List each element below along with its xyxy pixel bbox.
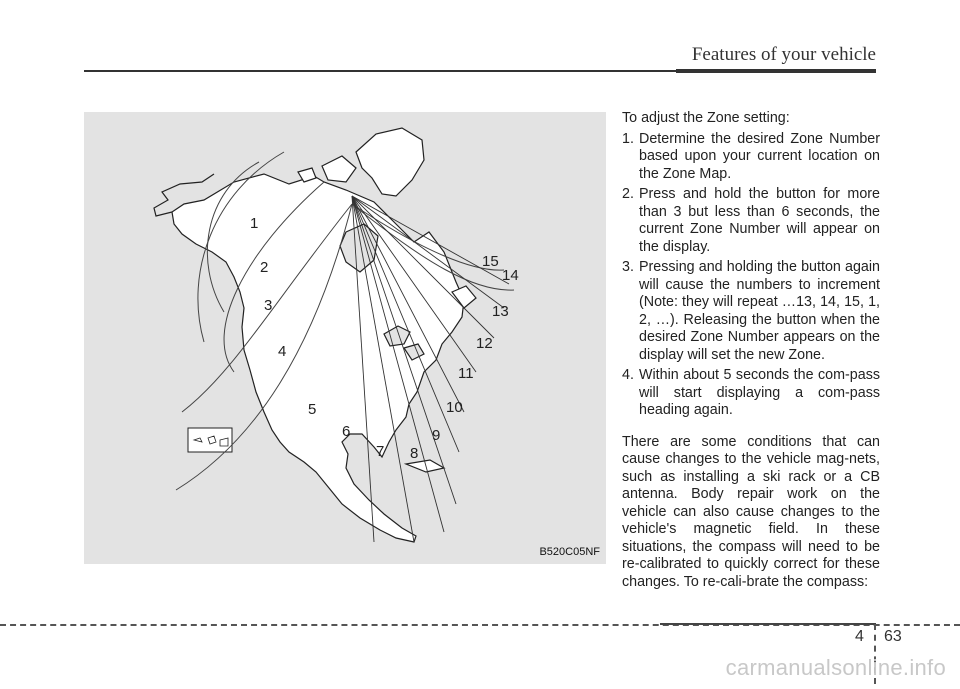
step-number: 4. bbox=[622, 367, 634, 383]
zone-label: 8 bbox=[410, 445, 419, 462]
step-number: 1. bbox=[622, 130, 634, 147]
step-text: Press and hold the button for more than 3 but less than 6 seconds, the current Zone Number will appear on the display. bbox=[639, 186, 880, 255]
page-number: 63 bbox=[884, 628, 902, 645]
zone-label: 15 bbox=[482, 253, 499, 270]
footer-rule-accent bbox=[660, 623, 876, 625]
section-title: Features of your vehicle bbox=[691, 44, 876, 65]
figure-code: B520C05NF bbox=[539, 546, 600, 558]
zone-label: 1 bbox=[250, 215, 259, 232]
zone-map bbox=[84, 112, 606, 564]
zone-label: 10 bbox=[446, 399, 463, 416]
step-number: 3. bbox=[622, 259, 634, 275]
step-item bbox=[622, 367, 880, 420]
zone-label: 14 bbox=[502, 267, 519, 284]
step-number: 2. bbox=[622, 186, 634, 202]
watermark-text: carmanualsonline.info bbox=[725, 655, 946, 680]
arctic-islands-shape bbox=[298, 156, 356, 182]
step-text: Within about 5 seconds the com-pass will start displaying a com-pass heading again. bbox=[639, 367, 880, 418]
step-item bbox=[622, 131, 880, 184]
zone-map-figure bbox=[84, 112, 606, 564]
step-text: Pressing and holding the button again will cause the numbers to increment (Note: they will repeat …13, 14, 15, 1, 2, …). Releasing the button when the desired Zone Number appears on the display will set the new Zone. bbox=[639, 259, 880, 363]
intro-text: To adjust the Zone setting: bbox=[622, 110, 790, 126]
zone-label: 12 bbox=[476, 335, 493, 352]
header-rule-accent bbox=[676, 69, 876, 73]
zone-label: 6 bbox=[342, 423, 351, 440]
instructions-column bbox=[622, 110, 880, 594]
step-item bbox=[622, 259, 880, 364]
zone-label: 5 bbox=[308, 401, 317, 418]
zone-label: 4 bbox=[278, 343, 287, 360]
zone-label: 3 bbox=[264, 297, 273, 314]
zone-label: 13 bbox=[492, 303, 509, 320]
chapter-number: 4 bbox=[855, 628, 864, 645]
step-text: Determine the desired Zone Number based upon your current location on the Zone Map. bbox=[639, 130, 880, 182]
zone-label: 2 bbox=[260, 259, 269, 276]
zone-label: 11 bbox=[458, 365, 474, 382]
zone-label: 9 bbox=[432, 427, 441, 444]
north-america-shape bbox=[172, 174, 464, 542]
greenland-shape bbox=[356, 128, 424, 196]
step-item bbox=[622, 186, 880, 256]
zone-label: 7 bbox=[376, 443, 385, 460]
calibration-note: There are some conditions that can cause changes to the vehicle mag-nets, such as installing a ski rack or a CB antenna. Body repair work on the vehicle can also cause changes to the vehicle's magnetic field. In these situations, the compass will need to be re-calibrated to quickly correct for these changes. To re-cali-brate the compass: bbox=[622, 433, 880, 590]
steps-list bbox=[622, 131, 880, 420]
